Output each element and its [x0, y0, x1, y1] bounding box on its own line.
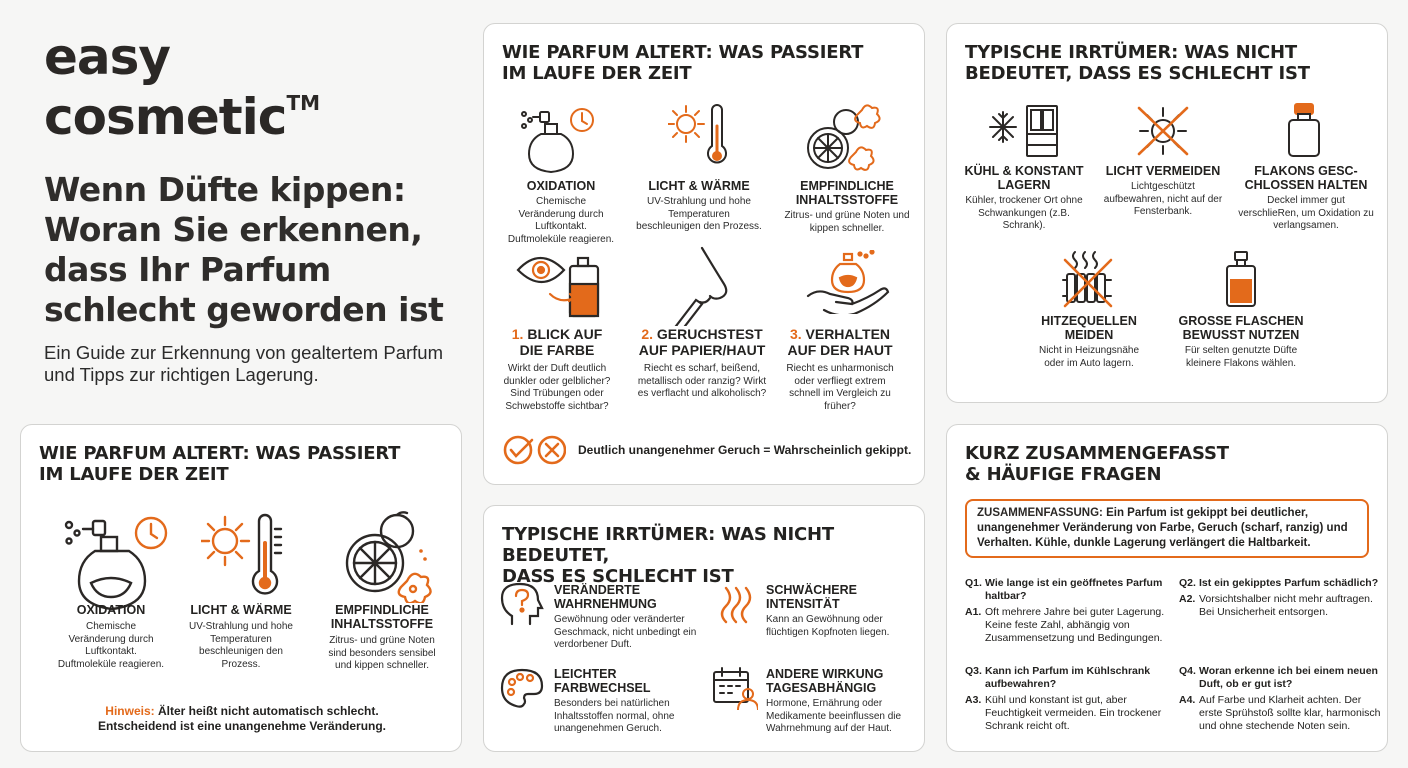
faq-q-key: Q3. [965, 665, 982, 677]
storage-label: GROSSE FLASCHEN BEWUSST NUTZEN [1178, 314, 1304, 342]
aging-small-item-3 [321, 603, 443, 673]
aging-panel-small [20, 424, 462, 752]
summary-box [965, 499, 1369, 558]
storage-title-l2: BEDEUTET, DASS ES SCHLECHT IST [965, 63, 1310, 84]
myth-label: LEICHTER FARBWECHSEL [554, 667, 651, 695]
faq-q-key: Q4. [1179, 665, 1196, 677]
citrus-flower-icon [806, 104, 886, 172]
brand-line-2: cosmetic [44, 88, 287, 146]
summary-box-label: ZUSAMMENFASSUNG: [977, 507, 1103, 519]
citrus-flower-icon [341, 511, 433, 603]
aging-top-item-3 [784, 179, 910, 235]
palette-icon [500, 668, 544, 708]
aging-top-title-l2: IM LAUFE DER ZEIT [502, 63, 692, 84]
head-question-icon [500, 582, 544, 626]
faq-2 [1179, 577, 1379, 619]
faq-answer: Auf Farbe und Klarheit achten. Der erste Sprühstoß sollte klar, harmonisch und ohne stechende Noten sein. [1199, 694, 1381, 732]
myth-desc: Besonders bei natürlichen Inhaltsstoffen normal, ohne unangenehmen Geruch. [554, 698, 675, 734]
verdict-text: Deutlich unangenehmer Geruch = Wahrscheinlich gekippt. [578, 443, 912, 457]
nose-strip-icon [672, 246, 736, 326]
storage-title-l1: TYPISCHE IRRTÜMER: WAS NICHT [965, 42, 1297, 63]
storage-item-light [1101, 164, 1225, 219]
check-num: 3. [789, 326, 802, 342]
closed-flacon-icon [1287, 102, 1321, 158]
check-desc: Riecht es scharf, beißend, metallisch oder ranzig? Wirkt es verflacht und alkoholisch? [637, 363, 767, 399]
large-bottle-icon [1225, 250, 1257, 308]
faq-a-key: A2. [1179, 593, 1196, 605]
myths-title-l2: DASS ES SCHLECHT IST [502, 566, 734, 587]
summary-title [965, 443, 1229, 485]
storage-label: LICHT VERMEIDEN [1105, 164, 1221, 178]
note-line-2: Entscheidend ist eine unangenehme Veränderung. [97, 719, 387, 733]
storage-desc: Kühler, trockener Ort ohne Schwankungen (z.B. Schrank). [965, 195, 1083, 231]
item-label: EMPFINDLICHE INHALTSSTOFFE [795, 179, 899, 207]
check-label: VERHALTEN AUF DER HAUT [787, 326, 893, 358]
aging-small-title-l2: IM LAUFE DER ZEIT [39, 464, 229, 485]
myth-intensity [766, 583, 916, 639]
myths-panel [483, 505, 925, 752]
faq-3 [965, 665, 1165, 733]
aging-top-title [502, 42, 863, 84]
brand-line-1: easy [44, 28, 171, 86]
check-num: 1. [511, 326, 524, 342]
note-label: Hinweis: [105, 704, 155, 718]
summary-panel [946, 424, 1388, 752]
storage-desc: Für selten genutzte Düfte kleinere Flakons wählen. [1184, 345, 1298, 369]
sun-thermometer-icon [668, 104, 732, 172]
aging-small-note [21, 704, 463, 734]
check-label: BLICK AUF DIE FARBE [519, 326, 603, 358]
myth-desc: Kann an Gewöhnung oder flüchtigen Kopfnoten liegen. [766, 614, 890, 638]
myth-color-shift [554, 667, 704, 736]
storage-label: FLAKONS GESC-CHLOSSEN HALTEN [1244, 164, 1368, 192]
aging-checks-panel [483, 23, 925, 485]
storage-item-closed [1237, 164, 1375, 233]
storage-desc: Lichtgeschützt aufbewahren, nicht auf der Fensterbank. [1103, 181, 1223, 217]
item-desc: Chemische Veränderung durch Luftkontakt. Duftmoleküle reagieren. [507, 196, 615, 245]
no-sun-icon [1135, 104, 1191, 158]
check-smell-label [632, 326, 772, 358]
item-desc: Chemische Veränderung durch Luftkontakt. Duftmoleküle reagieren. [57, 621, 165, 670]
aging-small-item-1 [56, 603, 166, 671]
brand-logo [44, 28, 320, 146]
aging-small-title [39, 443, 400, 485]
aging-small-item-2 [181, 603, 301, 671]
faq-a-key: A4. [1179, 694, 1196, 706]
myths-title-l1: TYPISCHE IRRTÜMER: WAS NICHT BEDEUTET, [502, 524, 834, 566]
storage-item-heat [1029, 314, 1149, 370]
check-color [502, 326, 612, 413]
trademark: TM [286, 91, 320, 115]
perfume-clock-icon [520, 102, 598, 174]
hand-spray-icon [806, 250, 890, 314]
calendar-person-icon [712, 666, 758, 710]
page-subline: Ein Guide zur Erkennung von gealtertem Parfum und Tipps zur richtigen Lagerung. [44, 342, 443, 385]
myth-daily-effect [766, 667, 916, 736]
aging-top-title-l1: WIE PARFUM ALTERT: WAS PASSIERT [502, 42, 864, 63]
page-headline: Wenn Düfte kippen: Woran Sie erkennen, dass Ihr Parfum schlecht geworden ist [44, 170, 444, 329]
storage-desc: Deckel immer gut verschlieRen, um Oxidation zu verlangsamen. [1238, 195, 1374, 231]
item-desc: Zitrus- und grüne Noten sind besonders sensibel und kippen schneller. [328, 635, 436, 671]
faq-question: Ist ein gekipptes Parfum schädlich? [1199, 577, 1379, 589]
eye-bottle-icon [516, 250, 606, 320]
storage-desc: Nicht in Heizungsnähe oder im Auto lagern. [1038, 345, 1140, 369]
storage-label: HITZEQUELLEN MEIDEN [1041, 314, 1137, 342]
myth-desc: Hormone, Ernährung oder Medikamente beeinflussen die Wahrnehmung auf der Haut. [766, 698, 902, 734]
check-smell [632, 326, 772, 401]
check-skin [780, 326, 900, 413]
faq-q-key: Q1. [965, 577, 982, 589]
faq-question: Wie lange ist ein geöffnetes Parfum haltbar? [985, 577, 1163, 602]
faq-1 [965, 577, 1165, 645]
faq-a-key: A3. [965, 694, 982, 706]
faq-a-key: A1. [965, 606, 982, 618]
item-label: LICHT & WÄRME [648, 179, 750, 193]
note-text: Älter heißt nicht automatisch schlecht. [157, 704, 379, 718]
aging-top-item-1 [506, 179, 616, 246]
item-label: LICHT & WÄRME [190, 603, 292, 617]
faq-answer: Kühl und konstant ist gut, aber Feuchtigkeit vermeiden. Ein trockener Schrank reicht oft. [985, 694, 1162, 732]
storage-label: KÜHL & KONSTANT LAGERN [964, 164, 1084, 192]
summary-title-l1: KURZ ZUSAMMENGEFASST [965, 443, 1229, 464]
faq-q-key: Q2. [1179, 577, 1196, 589]
faq-answer: Oft mehrere Jahre bei guter Lagerung. Keine feste Zahl, abhängig von Zusammensetzung und Bedingungen. [985, 606, 1165, 644]
aging-small-title-l1: WIE PARFUM ALTERT: WAS PASSIERT [39, 443, 401, 464]
myth-label: SCHWÄCHERE INTENSITÄT [766, 583, 857, 611]
myth-perception [554, 583, 704, 652]
sun-thermometer-icon [201, 513, 287, 607]
faq-question: Kann ich Parfum im Kühlschrank aufbewahren? [985, 665, 1151, 690]
storage-title [965, 42, 1310, 84]
storage-item-cool [961, 164, 1087, 233]
item-label: OXIDATION [526, 179, 596, 193]
check-color-label [502, 326, 612, 358]
faq-question: Woran erkenne ich bei einem neuen Duft, ob er gut ist? [1199, 665, 1378, 690]
faq-4 [1179, 665, 1383, 733]
storage-panel [946, 23, 1388, 403]
no-heater-icon [1061, 250, 1117, 308]
check-skin-label [780, 326, 900, 358]
summary-box-text: Ein Parfum ist gekippt bei deutlicher, unangenehmer Veränderung von Farbe, Geruch (scharf, ranzig) und Verhalten. Kühle, dunkle Lagerung verlängert die Haltbarkeit. [977, 507, 1348, 549]
faq-answer: Vorsichtshalber nicht mehr auftragen. Bei Unsicherheit entsorgen. [1199, 593, 1373, 618]
myth-label: ANDERE WIRKUNG TAGESABHÄNGIG [766, 667, 884, 695]
summary-title-l2: & HÄUFIGE FRAGEN [965, 464, 1162, 485]
item-desc: UV-Strahlung und hohe Temperaturen beschleunigen den Prozess. [636, 196, 762, 232]
item-desc: UV-Strahlung und hohe Temperaturen beschleunigen den Prozess. [189, 621, 293, 670]
check-label: GERUCHSTEST AUF PAPIER/HAUT [638, 326, 766, 358]
myth-label: VERÄNDERTE WAHRNEHMUNG [554, 583, 657, 611]
item-desc: Zitrus- und grüne Noten und kippen schneller. [784, 210, 910, 234]
snowflake-cabinet-icon [989, 104, 1059, 158]
check-desc: Riecht es unharmonisch oder verfliegt extrem schnell im Vergleich zu früher? [786, 363, 894, 412]
brand-line-2-wrap [44, 80, 320, 146]
check-num: 2. [641, 326, 653, 342]
aging-top-item-2 [636, 179, 762, 234]
item-label: EMPFINDLICHE INHALTSSTOFFE [330, 603, 434, 631]
myths-title [502, 524, 924, 587]
scent-waves-icon [718, 584, 752, 624]
storage-item-bottle [1173, 314, 1309, 370]
item-label: OXIDATION [76, 603, 146, 617]
myth-desc: Gewöhnung oder veränderter Geschmack, nicht unbedingt ein verdorbener Duft. [554, 614, 697, 650]
verdict-icons [502, 434, 566, 466]
check-desc: Wirkt der Duft deutlich dunkler oder gelblicher? Sind Trübungen oder Schwebstoffe sichtbar? [503, 363, 611, 412]
